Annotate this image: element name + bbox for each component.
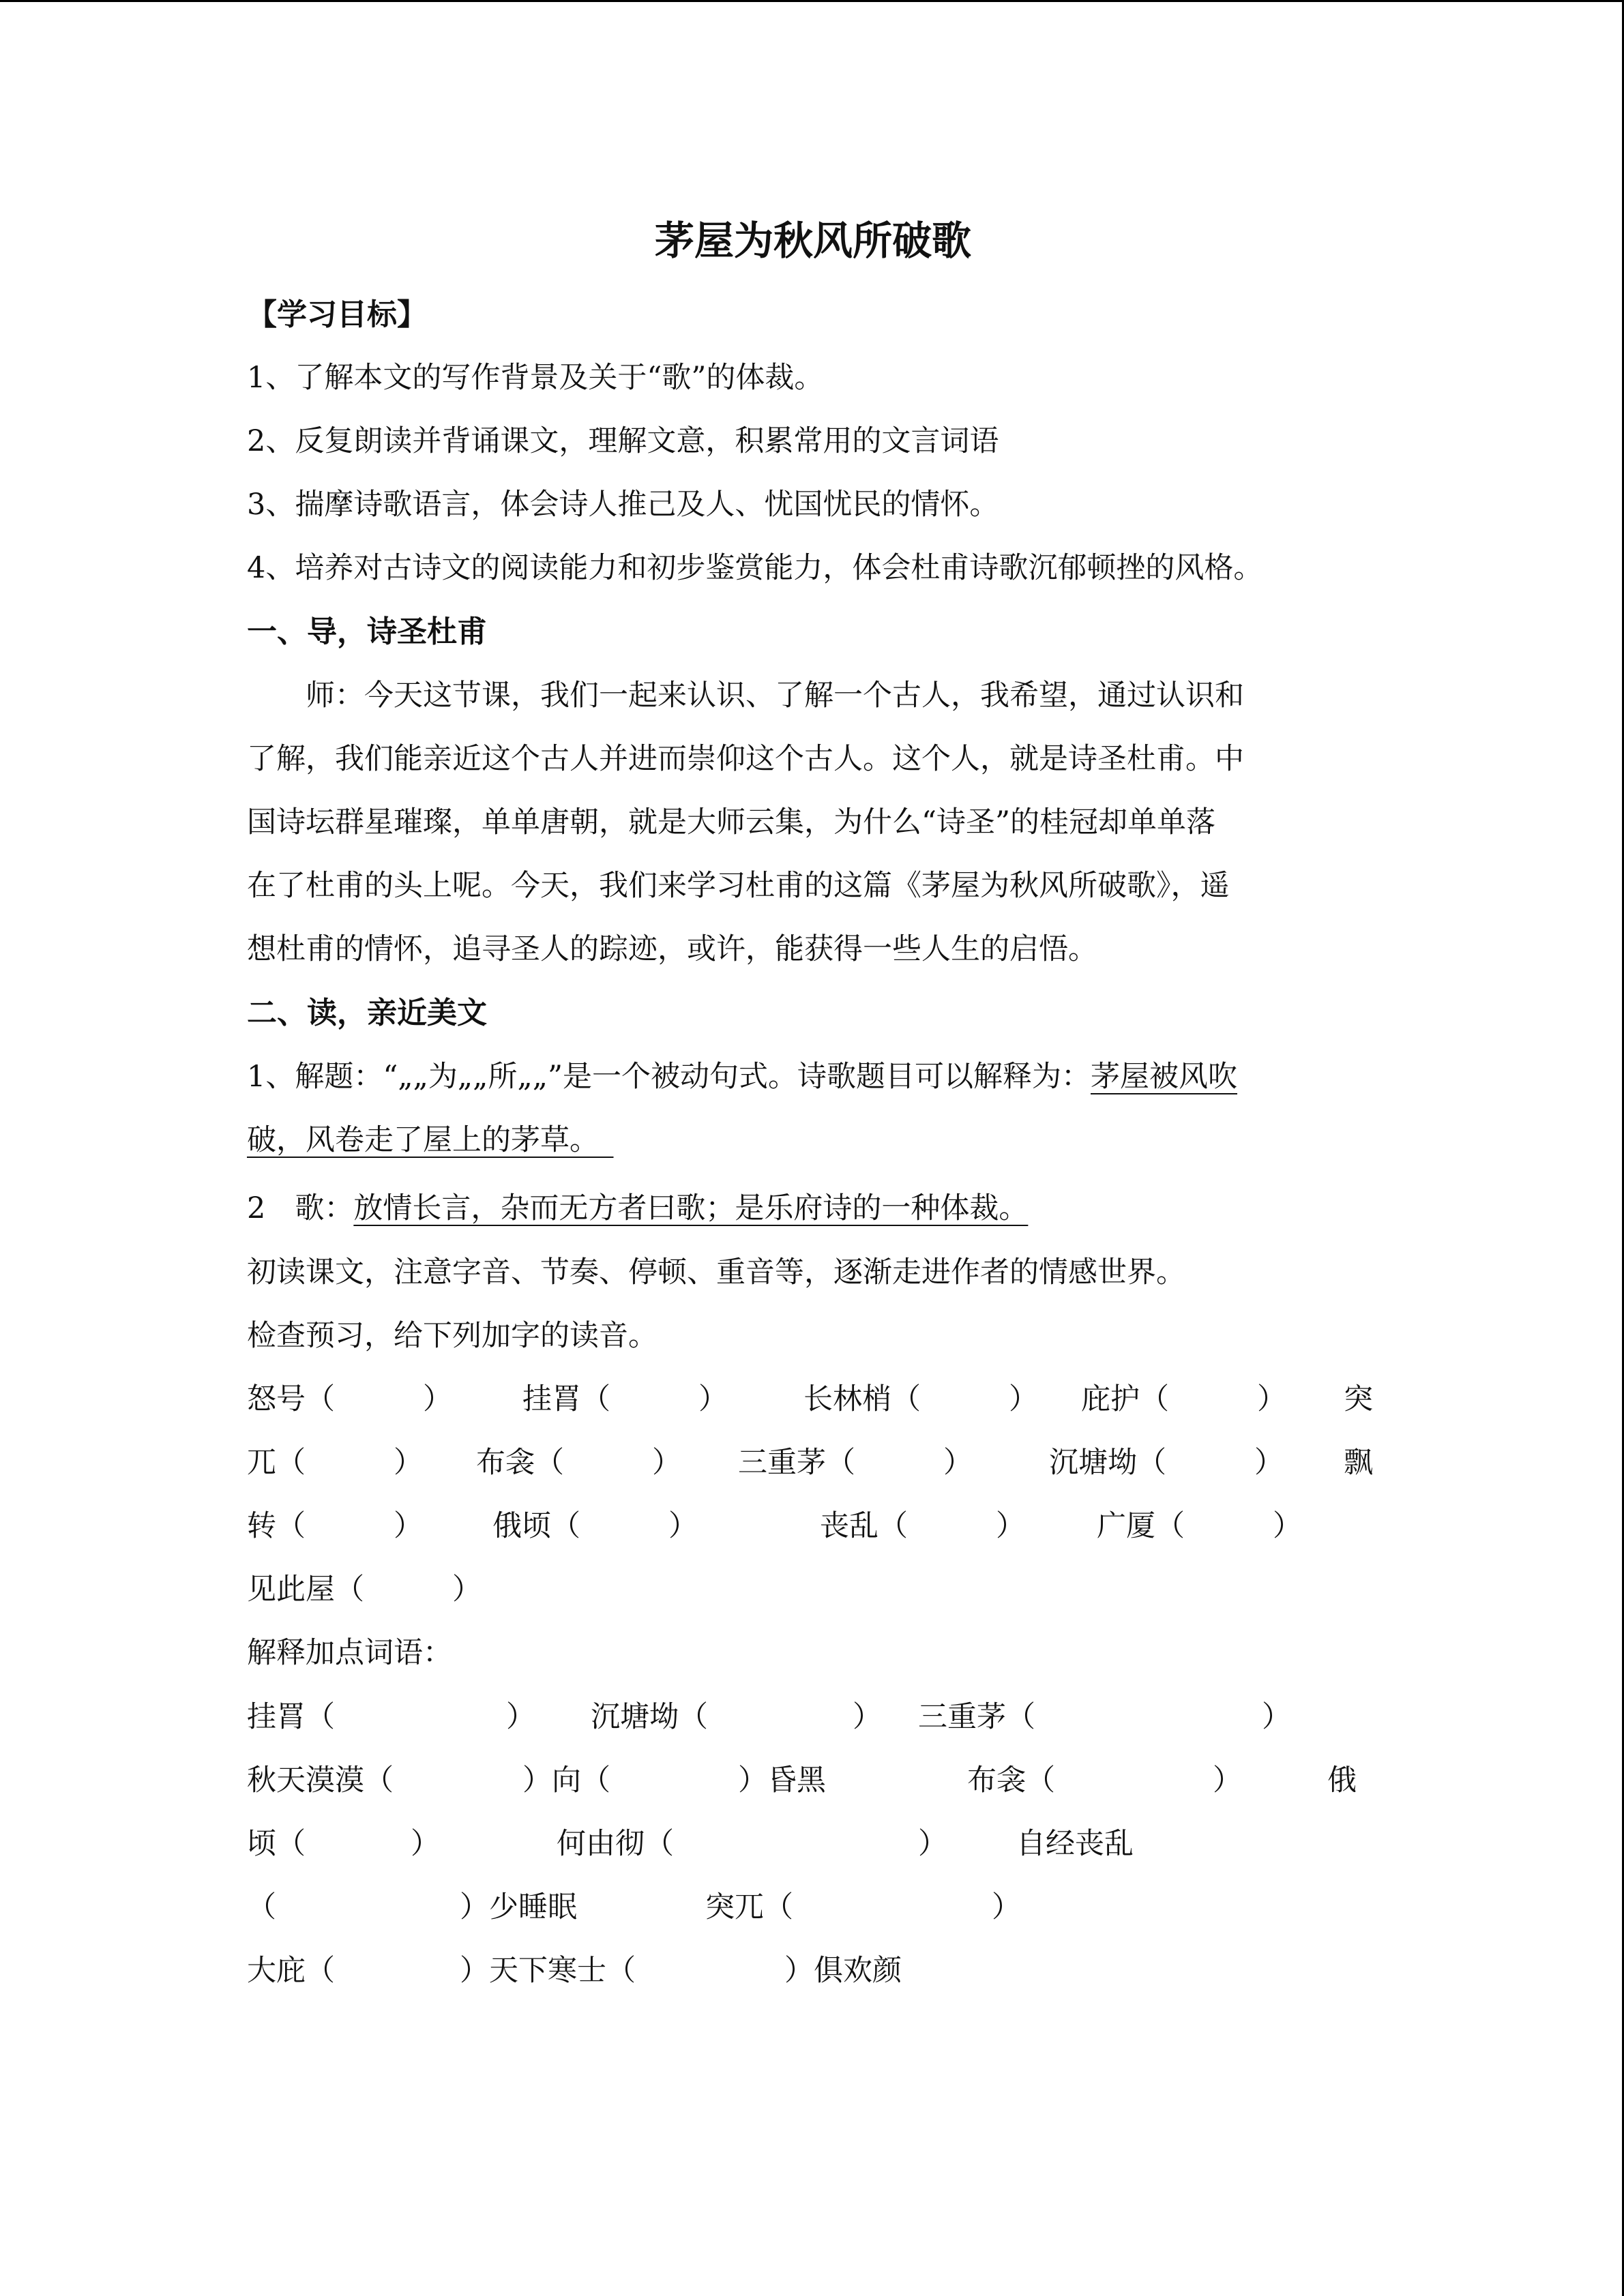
- explain-item: 自经丧乱: [1016, 1827, 1134, 1861]
- pinyin-item: 三重茅（ ）: [738, 1446, 973, 1480]
- explain-item: （: [247, 1890, 276, 1924]
- explain-item: ）天下寒士（: [460, 1954, 636, 1988]
- section1-heading: 一、导，诗圣杜甫: [247, 614, 487, 649]
- page-title: 茅屋为秋风所破歌: [654, 218, 971, 264]
- explain-item: 何由彻（: [557, 1827, 674, 1861]
- explain-item: 秋天漠漠（: [247, 1763, 394, 1798]
- ge-answer: 放情长言，杂而无方者曰歌；是乐府诗的一种体裁。: [353, 1191, 1029, 1225]
- paragraph-line: 了解，我们能亲近这个古人并进而崇仰这个古人。这个人，就是诗圣杜甫。中: [247, 742, 1244, 776]
- explain-item: 俄: [1327, 1763, 1357, 1798]
- explain-item: 大庇（: [247, 1954, 335, 1988]
- pinyin-item: 丧乱（ ）: [820, 1509, 1025, 1543]
- explain-item: 顷（: [247, 1827, 306, 1861]
- explain-item: ）俱欢颜: [784, 1954, 902, 1988]
- jieti-answer: 茅屋被风吹: [1091, 1060, 1237, 1094]
- pinyin-item: 见此屋（ ）: [247, 1572, 482, 1607]
- explain-item: ）: [853, 1700, 882, 1734]
- jieti-line-2: [247, 1120, 614, 1161]
- explain-item: ）: [918, 1827, 947, 1861]
- paragraph-line: 师：今天这节课，我们一起来认识、了解一个古人，我希望，通过认识和: [306, 679, 1244, 713]
- pinyin-item: 转（ ）: [247, 1509, 423, 1543]
- pinyin-item: 长林梢（ ）: [803, 1382, 1038, 1416]
- explain-item: 布衾（: [967, 1763, 1055, 1798]
- read-instruction: 初读课文，注意字音、节奏、停顿、重音等，逐渐走进作者的情感世界。: [247, 1255, 1185, 1289]
- objective-item: 4、培养对古诗文的阅读能力和初步鉴赏能力，体会杜甫诗歌沉郁顿挫的风格。: [247, 551, 1263, 585]
- pinyin-item: 广厦（ ）: [1097, 1509, 1302, 1543]
- explain-item: 挂罥（: [247, 1700, 335, 1734]
- explain-item: ）: [992, 1890, 1021, 1924]
- objective-item: 3、揣摩诗歌语言，体会诗人推己及人、忧国忧民的情怀。: [247, 488, 999, 522]
- explain-item: 沉塘坳（: [591, 1700, 708, 1734]
- explain-item: ）向（: [522, 1763, 610, 1798]
- explain-item: ）少睡眠: [460, 1890, 577, 1924]
- pinyin-item: 俄顷（ ）: [492, 1509, 698, 1543]
- objective-item: 2、反复朗读并背诵课文，理解文意，积累常用的文言词语: [247, 424, 999, 458]
- pinyin-item: 挂罥（ ）: [522, 1382, 728, 1416]
- explain-item: ）: [1213, 1763, 1242, 1798]
- pinyin-item: 兀（ ）: [247, 1446, 423, 1480]
- explain-instruction: 解释加点词语：: [247, 1636, 452, 1670]
- paragraph-line: 想杜甫的情怀，追寻圣人的踪迹，或许，能获得一些人生的启悟。: [247, 932, 1097, 966]
- explain-item: 三重茅（: [918, 1700, 1035, 1734]
- ge-line: [247, 1188, 1028, 1229]
- jieti-answer-continued: 破，风卷走了屋上的茅草。: [247, 1123, 585, 1157]
- jieti-line: [247, 1056, 1237, 1097]
- section2-heading: 二、读，亲近美文: [247, 996, 487, 1030]
- paragraph-line: 国诗坛群星璀璨，单单唐朝，就是大师云集，为什么“诗圣”的桂冠却单单落: [247, 805, 1215, 839]
- page-border-top: [0, 0, 1624, 2]
- pinyin-item: 庇护（ ）: [1081, 1382, 1286, 1416]
- pinyin-item: 沉塘坳（ ）: [1049, 1446, 1284, 1480]
- jieti-prefix: 1、解题：“„„为„„所„„”是一个被动句式。诗歌题目可以解释为：: [247, 1060, 1091, 1094]
- explain-item: ）: [506, 1700, 535, 1734]
- ge-prefix: 2 歌：: [247, 1191, 354, 1225]
- objectives-heading: 【学习目标】: [247, 297, 427, 332]
- objective-item: 1、了解本文的写作背景及关于“歌”的体裁。: [247, 361, 824, 395]
- explain-item: ）: [1262, 1700, 1291, 1734]
- explain-item: 突兀（: [705, 1890, 793, 1924]
- pinyin-item: 飘: [1344, 1446, 1373, 1480]
- pinyin-item: 突: [1344, 1382, 1373, 1416]
- check-instruction: 检查预习，给下列加字的读音。: [247, 1319, 658, 1353]
- explain-item: ）: [411, 1827, 440, 1861]
- paragraph-line: 在了杜甫的头上呢。今天，我们来学习杜甫的这篇《茅屋为秋风所破歌》，遥: [247, 869, 1230, 903]
- pinyin-item: 布衾（ ）: [476, 1446, 681, 1480]
- explain-item: ）昏黑: [738, 1763, 826, 1798]
- pinyin-item: 怒号（ ）: [247, 1382, 452, 1416]
